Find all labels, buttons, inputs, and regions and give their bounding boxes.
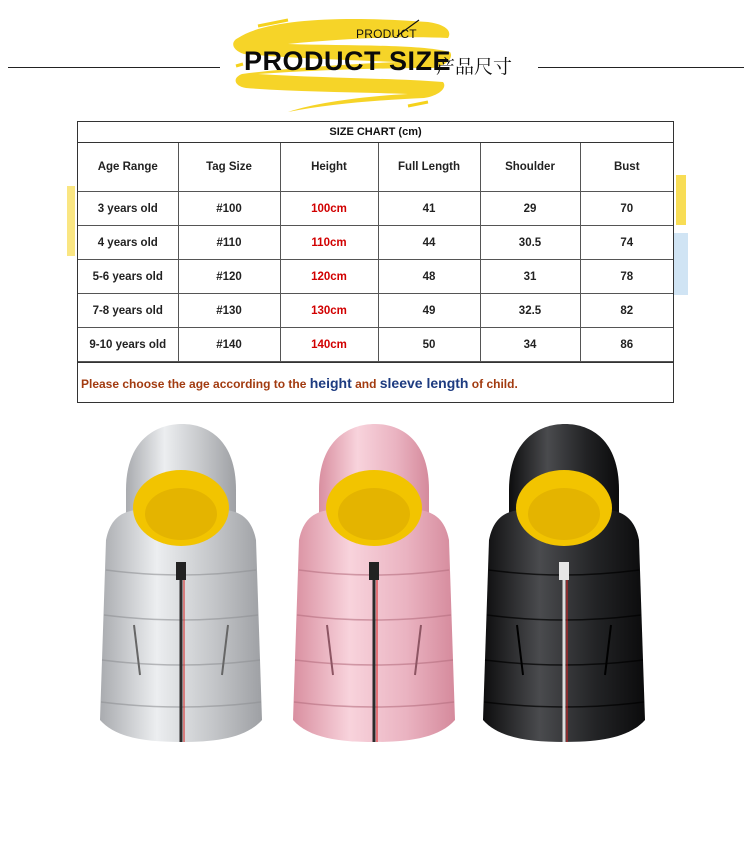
table-cell: 41 <box>378 192 480 226</box>
table-cell: #140 <box>178 328 280 362</box>
table-cell: 110cm <box>280 226 378 260</box>
size-chart <box>77 121 674 403</box>
table-cell: 4 years old <box>78 226 178 260</box>
table-cell: 49 <box>378 294 480 328</box>
table-cell: 48 <box>378 260 480 294</box>
small-title: PRODUCT <box>356 27 417 41</box>
table-cell: 130cm <box>280 294 378 328</box>
table-row <box>78 192 673 226</box>
table-cell: 78 <box>580 260 673 294</box>
black-vest-image <box>479 420 649 750</box>
note-text: of child. <box>468 377 518 391</box>
silver-vest-image <box>96 420 266 750</box>
note-highlight-sleeve: sleeve length <box>379 375 469 391</box>
column-header: Bust <box>580 143 673 192</box>
size-chart-title: SIZE CHART (cm) <box>78 122 673 143</box>
table-row <box>78 260 673 294</box>
table-cell: #120 <box>178 260 280 294</box>
table-cell: 32.5 <box>480 294 580 328</box>
decor-stripe-right <box>672 175 692 295</box>
page-title-cn: 产品尺寸 <box>436 56 513 78</box>
column-header: Tag Size <box>178 143 280 192</box>
table-cell: 31 <box>480 260 580 294</box>
table-cell: 29 <box>480 192 580 226</box>
table-header-row <box>78 143 673 192</box>
header-divider-left <box>8 67 220 68</box>
table-cell: 70 <box>580 192 673 226</box>
table-cell: 34 <box>480 328 580 362</box>
note-highlight-height: height <box>309 375 352 391</box>
pink-vest-image <box>289 420 459 750</box>
page-title: PRODUCT SIZE <box>244 46 452 76</box>
table-cell: 44 <box>378 226 480 260</box>
table-row <box>78 328 673 362</box>
size-table <box>78 143 673 362</box>
table-cell: #100 <box>178 192 280 226</box>
table-cell: 74 <box>580 226 673 260</box>
table-cell: 50 <box>378 328 480 362</box>
table-cell: 82 <box>580 294 673 328</box>
table-cell: 30.5 <box>480 226 580 260</box>
table-cell: 7-8 years old <box>78 294 178 328</box>
column-header: Age Range <box>78 143 178 192</box>
slash-mark <box>395 18 421 38</box>
size-note <box>78 362 673 403</box>
table-cell: #130 <box>178 294 280 328</box>
note-text: and <box>351 377 380 391</box>
table-cell: 100cm <box>280 192 378 226</box>
table-cell: 5-6 years old <box>78 260 178 294</box>
table-row <box>78 294 673 328</box>
table-row <box>78 226 673 260</box>
page-header <box>0 0 750 115</box>
column-header: Shoulder <box>480 143 580 192</box>
table-cell: 140cm <box>280 328 378 362</box>
column-header: Full Length <box>378 143 480 192</box>
table-cell: 120cm <box>280 260 378 294</box>
table-cell: 86 <box>580 328 673 362</box>
decor-stripe-left <box>64 186 78 256</box>
note-text: Please choose the age according to the <box>81 377 310 391</box>
table-cell: 9-10 years old <box>78 328 178 362</box>
table-cell: #110 <box>178 226 280 260</box>
table-cell: 3 years old <box>78 192 178 226</box>
header-divider-right <box>538 67 744 68</box>
column-header: Height <box>280 143 378 192</box>
